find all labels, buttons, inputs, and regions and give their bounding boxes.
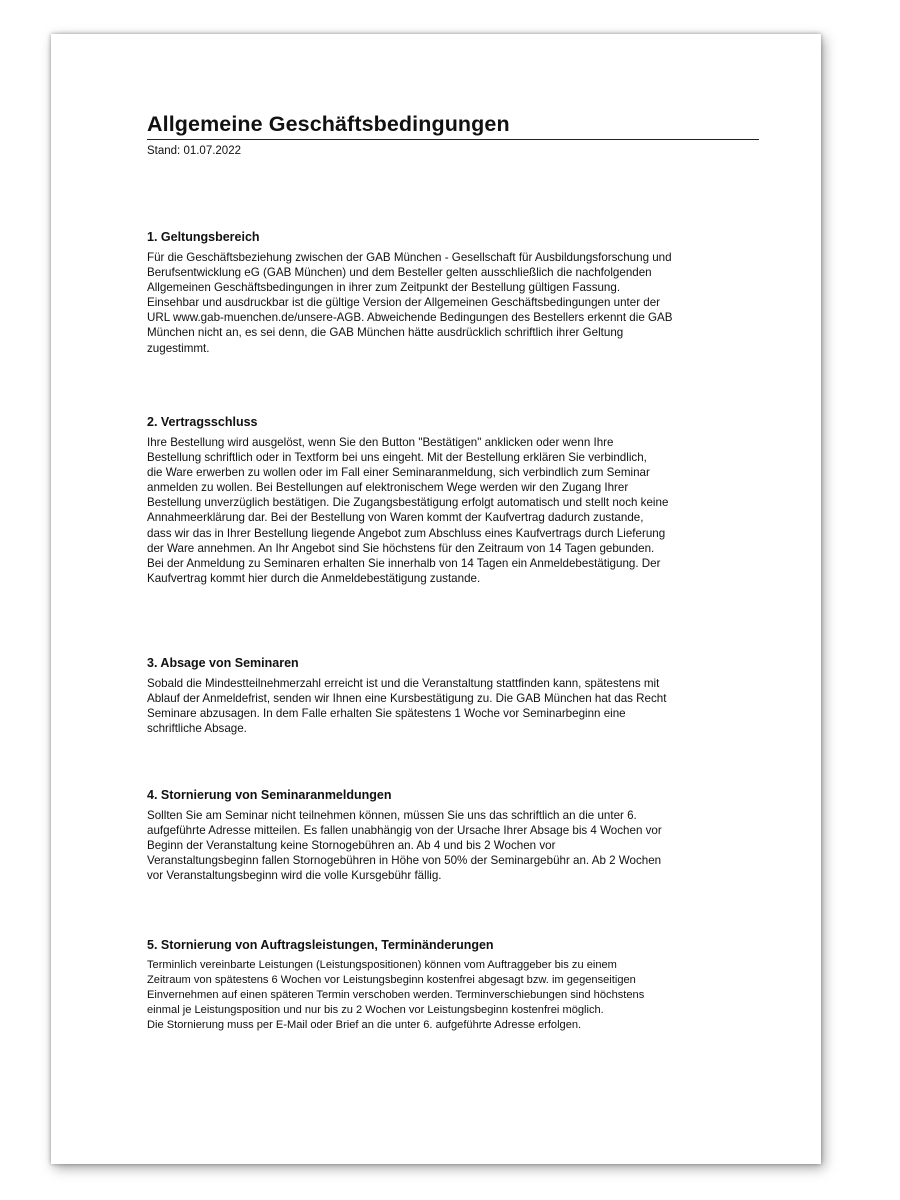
text-line: der Ware annehmen. An Ihr Angebot sind Sie höchstens für den Zeitraum von 14 Tagen gebunden.	[147, 541, 655, 555]
document-content	[147, 112, 759, 1032]
text-line: Terminlich vereinbarte Leistungen (Leistungspositionen) können vom Auftraggeber bis zu einem	[147, 959, 617, 971]
text-line: vor Veranstaltungsbeginn wird die volle Kursgebühr fällig.	[147, 869, 442, 883]
text-line: anmelden zu wollen. Bei Bestellungen auf elektronischem Wege werden wir den Zugang Ihrer	[147, 481, 629, 495]
section-body	[147, 808, 759, 883]
text-line: Allgemeinen Geschäftsbedingungen in ihrer zum Zeitpunkt der Bestellung gültigen Fassung.	[147, 281, 621, 295]
text-line: einmal je Leistungsposition und nur bis zu 2 Wochen vor Leistungsbeginn kostenfrei möglich.	[147, 1004, 604, 1017]
text-line: Einsehbar und ausdruckbar ist die gültige Version der Allgemeinen Geschäftsbedingungen unter der	[147, 296, 661, 310]
text-line: Bestellung unverzüglich bestätigen. Die Zugangsbestätigung erfolgt automatisch und stellt noch keine	[147, 496, 669, 510]
document-date: Stand: 01.07.2022	[147, 145, 241, 157]
section-stornierung-auftragsleistungen	[147, 938, 759, 1033]
section-body	[147, 250, 759, 356]
section-heading: 1. Geltungsbereich	[147, 230, 260, 244]
section-heading: 5. Stornierung von Auftragsleistungen, Terminänderungen	[147, 938, 494, 952]
section-stornierung-seminaranmeldungen	[147, 788, 759, 883]
text-line: Beginn der Veranstaltung keine Stornogebühren an. Ab 4 und bis 2 Wochen vor	[147, 839, 556, 853]
section-body	[147, 958, 759, 1033]
section-geltungsbereich	[147, 230, 759, 356]
text-line: Annahmeerklärung dar. Bei der Bestellung von Waren kommt der Kaufvertrag dadurch zustande,	[147, 511, 644, 525]
document-title: Allgemeine Geschäftsbedingungen	[147, 112, 759, 140]
text-line: Ihre Bestellung wird ausgelöst, wenn Sie den Button "Bestätigen" anklicken oder wenn Ihre	[147, 436, 614, 449]
text-line: Für die Geschäftsbeziehung zwischen der GAB München - Gesellschaft für Ausbildungsforschung und	[147, 251, 672, 264]
text-line: Zeitraum von spätestens 6 Wochen vor Leistungsbeginn kostenfrei abgesagt bzw. im gegenseitigen	[147, 974, 636, 987]
section-body	[147, 435, 759, 586]
text-line: Kaufvertrag kommt hier durch die Anmeldebestätigung zustande.	[147, 571, 481, 585]
text-line: Bei der Anmeldung zu Seminaren erhalten Sie innerhalb von 14 Tagen ein Anmeldebestätigung. Der	[147, 556, 661, 570]
text-line: Veranstaltungsbeginn fallen Stornogebühren in Höhe von 50% der Seminargebühr an. Ab 2 Wochen	[147, 854, 662, 868]
text-line: Einvernehmen auf einen späteren Termin verschoben werden. Terminverschiebungen sind höchstens	[147, 989, 645, 1002]
text-line: die Ware erwerben zu wollen oder im Fall einer Seminaranmeldung, sich verbindlich zum Seminar	[147, 466, 650, 480]
text-line: Ablauf der Anmeldefrist, senden wir Ihnen eine Kursbestätigung zu. Die GAB München hat das Recht	[147, 692, 667, 706]
section-body	[147, 676, 759, 736]
section-absage-von-seminaren	[147, 656, 759, 736]
document-page	[51, 34, 821, 1164]
section-heading: 4. Stornierung von Seminaranmeldungen	[147, 788, 392, 802]
text-line: dass wir das in Ihrer Bestellung liegende Angebot zum Abschluss eines Kaufvertrags durch Lieferung	[147, 526, 666, 540]
text-line: Die Stornierung muss per E-Mail oder Brief an die unter 6. aufgeführte Adresse erfolgen.	[147, 1019, 582, 1032]
text-line: Seminare abzusagen. In dem Falle erhalten Sie spätestens 1 Woche vor Seminarbeginn eine	[147, 707, 626, 721]
text-line: zugestimmt.	[147, 341, 210, 355]
text-line: URL www.gab-muenchen.de/unsere-AGB. Abweichende Bedingungen des Bestellers erkennt die GAB	[147, 311, 673, 325]
text-line: Sollten Sie am Seminar nicht teilnehmen können, müssen Sie uns das schriftlich an die unter 6.	[147, 809, 637, 822]
section-heading: 3. Absage von Seminaren	[147, 656, 299, 670]
text-line: aufgeführte Adresse mitteilen. Es fallen unabhängig von der Ursache Ihrer Absage bis 4 Wochen vor	[147, 824, 662, 838]
text-line: Sobald die Mindestteilnehmerzahl erreicht ist und die Veranstaltung stattfinden kann, spätestens mit	[147, 677, 660, 690]
text-line: schriftliche Absage.	[147, 722, 247, 736]
text-line: Berufsentwicklung eG (GAB München) und dem Besteller gelten ausschließlich die nachfolgenden	[147, 266, 652, 280]
section-heading: 2. Vertragsschluss	[147, 415, 258, 429]
section-vertragsschluss	[147, 415, 759, 586]
text-line: Bestellung schriftlich oder in Textform bei uns eingeht. Mit der Bestellung erklären Sie verbindlich,	[147, 451, 647, 465]
text-line: München nicht an, es sei denn, die GAB München hätte ausdrücklich schriftlich ihrer Geltung	[147, 326, 624, 340]
